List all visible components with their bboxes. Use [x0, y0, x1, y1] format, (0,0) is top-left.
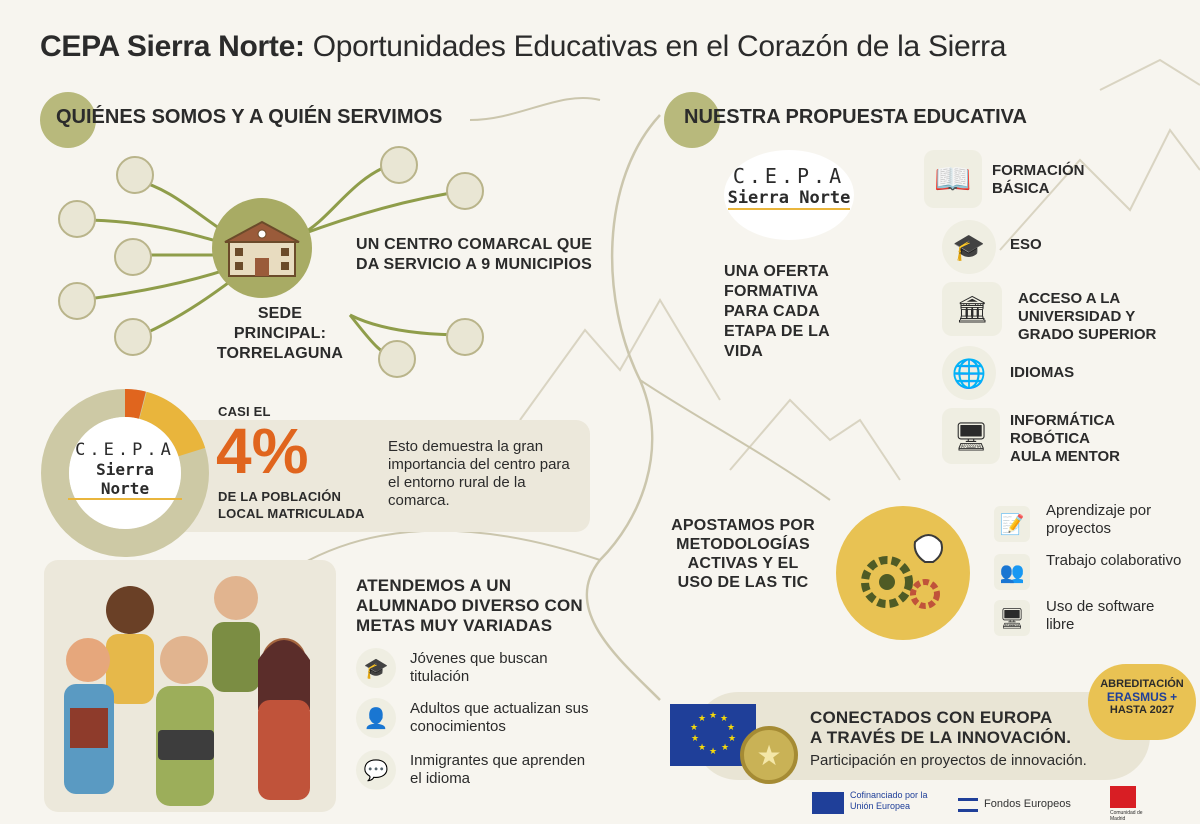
fondos-europeos-logo [958, 796, 1088, 816]
offer-text: UNA OFERTA FORMATIVA PARA CADA ETAPA DE LA VIDA [724, 263, 830, 360]
list-item-label: Jóvenes que buscan titulación [410, 650, 548, 685]
svg-text:★: ★ [709, 711, 718, 721]
svg-text:★: ★ [720, 714, 729, 724]
svg-text:★: ★ [721, 743, 730, 753]
project-icon: 📝 [994, 506, 1030, 542]
list-item [356, 750, 596, 794]
europe-heading-2: A TRAVÉS DE LA INNOVACIÓN. [810, 728, 1072, 747]
monitor-icon: 🖥 [994, 600, 1030, 636]
offer-list [924, 150, 1194, 470]
svg-text:★: ★ [690, 723, 699, 733]
methods-heading: APOSTAMOS POR METODOLOGÍAS ACTIVAS Y EL USO DE LAS TIC [671, 517, 815, 591]
cm-text: Comunidad de Madrid [1110, 810, 1143, 822]
gears-lightbulb-icon [836, 506, 970, 640]
europe-subtitle: Participación en proyectos de innovación. [810, 752, 1087, 769]
badge-line3: HASTA 2027 [1109, 704, 1175, 716]
municipality-icon [380, 146, 418, 184]
offer-item-label: FORMACIÓN BÁSICA [992, 162, 1085, 197]
municipality-icon [58, 200, 96, 238]
town-hall-icon [212, 198, 312, 298]
method-label: Uso de software libre [1046, 598, 1155, 633]
municipality-icon [446, 172, 484, 210]
section2-heading: NUESTRA PROPUESTA EDUCATIVA [684, 106, 1027, 128]
badge-line1: ABREDITACIÓN [1100, 678, 1184, 690]
cepa-logo [68, 440, 182, 500]
globe-icon: 🌐 [942, 346, 996, 400]
offer-item-label: IDIOMAS [1010, 364, 1075, 381]
adult-learner-icon: 👤 [356, 698, 396, 738]
eu-mini-flag [812, 792, 844, 814]
municipality-icon [114, 318, 152, 356]
university-icon: 🏛 [942, 282, 1002, 336]
method-label: Aprendizaje por proyectos [1046, 502, 1152, 537]
svg-text:★: ★ [698, 714, 707, 724]
stat-prefix: CASI EL [218, 404, 271, 419]
students-illustration [44, 560, 336, 812]
erasmus-badge [1088, 664, 1196, 740]
eu-cofinanced-logo [812, 790, 942, 818]
list-item-label: Adultos que actualizan sus conocimientos [410, 700, 589, 735]
list-item [356, 648, 596, 692]
logo-line2: Sierra Norte [727, 188, 851, 208]
offer-item-label: INFORMÁTICA ROBÓTICA AULA MENTOR [1010, 412, 1120, 465]
stat-caption: DE LA POBLACIÓN LOCAL MATRICULADA [218, 489, 365, 521]
cm-flag [1110, 786, 1136, 808]
title-bold: CEPA Sierra Norte: [40, 30, 305, 63]
offer-item-label: ESO [1010, 236, 1042, 253]
method-label: Trabajo colaborativo [1046, 552, 1182, 569]
svg-text:★: ★ [709, 747, 718, 757]
diverse-heading: ATENDEMOS A UN ALUMNADO DIVERSO CON METAS MUY VARIADAS [356, 576, 583, 635]
mortarboard-icon: 🎓 [942, 220, 996, 274]
offer-item-label: ACCESO A LA UNIVERSIDAD Y GRADO SUPERIOR [1018, 290, 1157, 343]
svg-text:★: ★ [698, 743, 707, 753]
municipality-icon [116, 156, 154, 194]
logo-line1: C.E.P.A [75, 440, 175, 460]
center-service-text: UN CENTRO COMARCAL QUE DA SERVICIO A 9 MUNICIPIOS [356, 236, 593, 273]
svg-text:★: ★ [691, 734, 700, 744]
team-icon: 👥 [994, 554, 1030, 590]
fondos-text: Fondos Europeos [984, 798, 1071, 810]
badge-line2: ERASMUS + [1106, 690, 1178, 704]
graduate-icon: 🎓 [356, 648, 396, 688]
europe-heading-1: CONECTADOS CON EUROPA [810, 708, 1053, 727]
svg-text:★: ★ [728, 734, 737, 744]
title-rest: Oportunidades Educativas en el Corazón de la Sierra [304, 30, 1007, 63]
municipality-icon [114, 238, 152, 276]
stat-value: 4% [216, 415, 309, 487]
methods-list [994, 500, 1194, 640]
svg-text:★: ★ [727, 723, 736, 733]
section1-heading: QUIÉNES SOMOS Y A QUIÉN SERVIMOS [56, 106, 443, 128]
logo-line2: Sierra Norte [68, 460, 182, 500]
logo-line1: C.E.P.A [732, 164, 846, 188]
page-title [40, 30, 1006, 64]
list-item [356, 698, 596, 742]
language-icon: 💬 [356, 750, 396, 790]
municipality-icon [378, 340, 416, 378]
book-icon: 📖 [924, 150, 982, 208]
list-item-label: Inmigrantes que aprenden el idioma [410, 752, 586, 787]
computer-cloud-icon: 🖥 [942, 408, 1000, 464]
stat-description: Esto demuestra la gran importancia del centro para el entorno rural de la comarca. [388, 438, 570, 509]
comunidad-madrid-logo [1110, 786, 1146, 824]
cepa-logo-large [724, 150, 854, 240]
eu-cofinanced-text: Cofinanciado por la Unión Europea [850, 790, 928, 811]
fondos-icon [958, 798, 978, 812]
sede-label: SEDE PRINCIPAL: TORRELAGUNA [216, 305, 344, 362]
municipality-icon [58, 282, 96, 320]
award-medal-icon: ★ [740, 726, 798, 784]
municipality-icon [446, 318, 484, 356]
